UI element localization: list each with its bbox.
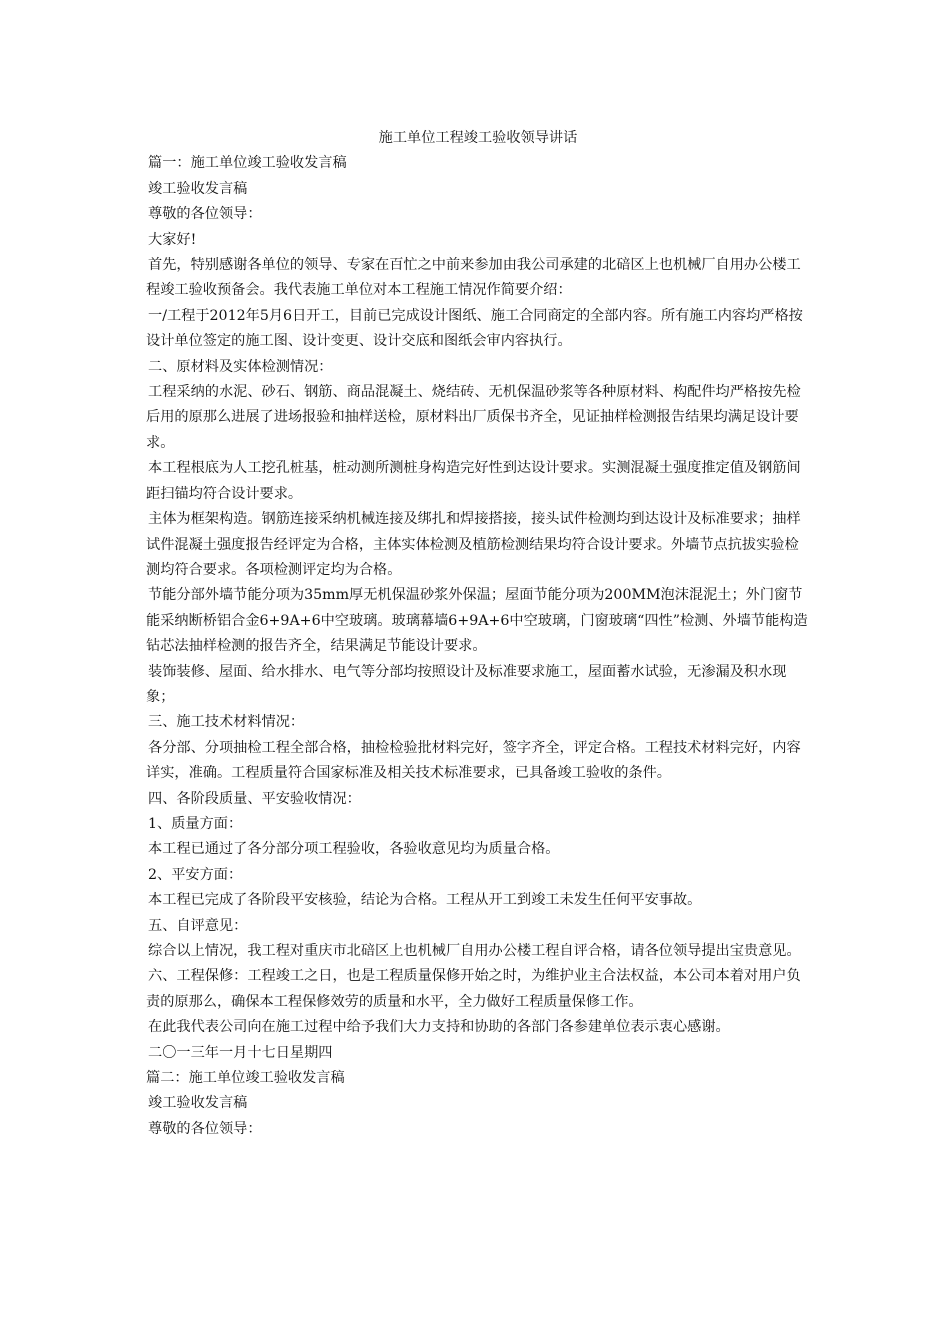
paragraph-20: 五、自评意见： xyxy=(148,917,248,934)
paragraph-26: 竣工验收发言稿 xyxy=(148,1095,248,1112)
paragraph-2: 竣工验收发言稿 xyxy=(148,180,248,197)
paragraph-9: 本工程根底为人工挖孔桩基，桩动测所测桩身构造完好性到达设计要求。实测混凝土强度推定值及钢筋间距扫锚均符合设计要求。 xyxy=(146,460,801,502)
paragraph-19: 本工程已完成了各阶段平安核验，结论为合格。工程从开工到竣工未发生任何平安事故。 xyxy=(148,892,702,909)
paragraph-5: 首先，特别感谢各单位的领导、专家在百忙之中前来参加由我公司承建的北碚区上也机械厂自用办公楼工程竣工验收预备会。我代表施工单位对本工程施工情况作简要介绍： xyxy=(146,257,801,299)
paragraph-15: 四、各阶段质量、平安验收情况： xyxy=(148,790,361,807)
paragraph-17: 本工程已通过了各分部分项工程验收，各验收意见均为质量合格。 xyxy=(148,841,560,858)
paragraph-12: 装饰装修、屋面、给水排水、电气等分部均按照设计及标准要求施工，屋面蓄水试验，无渗漏及积水现象； xyxy=(146,663,787,705)
paragraph-25: 篇二：施工单位竣工验收发言稿 xyxy=(146,1070,345,1087)
paragraph-4: 大家好! xyxy=(148,231,197,248)
paragraph-14: 各分部、分项抽检工程全部合格，抽检检验批材料完好，签字齐全，评定合格。工程技术材料完好，内容详实，准确。工程质量符合国家标准及相关技术标准要求，已具备竣工验收的条件。 xyxy=(146,739,801,782)
paragraph-10: 主体为框架构造。钢筋连接采纳机械连接及绑扎和焊接搭接，接头试件检测均到达设计及标准要求；抽样试件混凝土强度报告经评定为合格，主体实体检测及植筋检测结果均符合设计要求。外墙节点抗拔实验检测均符合要求。各项检测评定均为合格。 xyxy=(146,511,801,578)
date-line: 二〇一三年一月十七日星期四 xyxy=(148,1044,333,1061)
document-page xyxy=(146,126,810,1142)
paragraph-7: 二、原材料及实体检测情况： xyxy=(148,358,333,375)
paragraph-13: 三、施工技术材料情况： xyxy=(148,714,305,731)
paragraph-23: 在此我代表公司向在施工过程中给予我们大力支持和协助的各部门各参建单位表示衷心感谢。 xyxy=(148,1019,730,1036)
paragraph-16: 1、质量方面： xyxy=(148,815,243,832)
paragraph-1: 篇一：施工单位竣工验收发言稿 xyxy=(148,155,347,172)
paragraph-3: 尊敬的各位领导： xyxy=(148,206,262,223)
document-title: 施工单位工程竣工验收领导讲话 xyxy=(378,130,578,146)
paragraph-27: 尊敬的各位领导： xyxy=(148,1120,262,1137)
paragraph-21: 综合以上情况，我工程对重庆市北碚区上也机械厂自用办公楼工程自评合格，请各位领导提出宝贵意见。 xyxy=(148,943,801,959)
paragraph-22: 六、工程保修：工程竣工之日，也是工程质量保修开始之时，为维护业主合法权益，本公司本着对用户负责的原那么，确保本工程保修效劳的质量和水平，全力做好工程质量保修工作。 xyxy=(146,968,801,1010)
paragraph-8: 工程采纳的水泥、砂石、钢筋、商品混凝土、烧结砖、无机保温砂浆等各种原材料、构配件均严格按先检后用的原那么进展了进场报验和抽样送检，原材料出厂质保书齐全，见证抽样检测报告结果均满足设计要求。 xyxy=(146,384,801,451)
paragraph-6: 一/工程于2012年5月6日开工，目前已完成设计图纸、施工合同商定的全部内容。所有施工内容均严格按设计单位签定的施工图、设计变更、设计交底和图纸会审内容执行。 xyxy=(146,307,803,350)
paragraph-11: 节能分部外墙节能分项为35mm厚无机保温砂浆外保温；屋面节能分项为200MM泡沫混泥土；外门窗节能采纳断桥铝合金6+9A+6中空玻璃。玻璃幕墙6+9A+6中空玻璃，门窗玻璃“四性”检测、外墙节能构造钻芯法抽样检测的报告齐全，结果满足节能设计要求。 xyxy=(146,587,808,655)
paragraph-18: 2、平安方面： xyxy=(148,866,243,883)
